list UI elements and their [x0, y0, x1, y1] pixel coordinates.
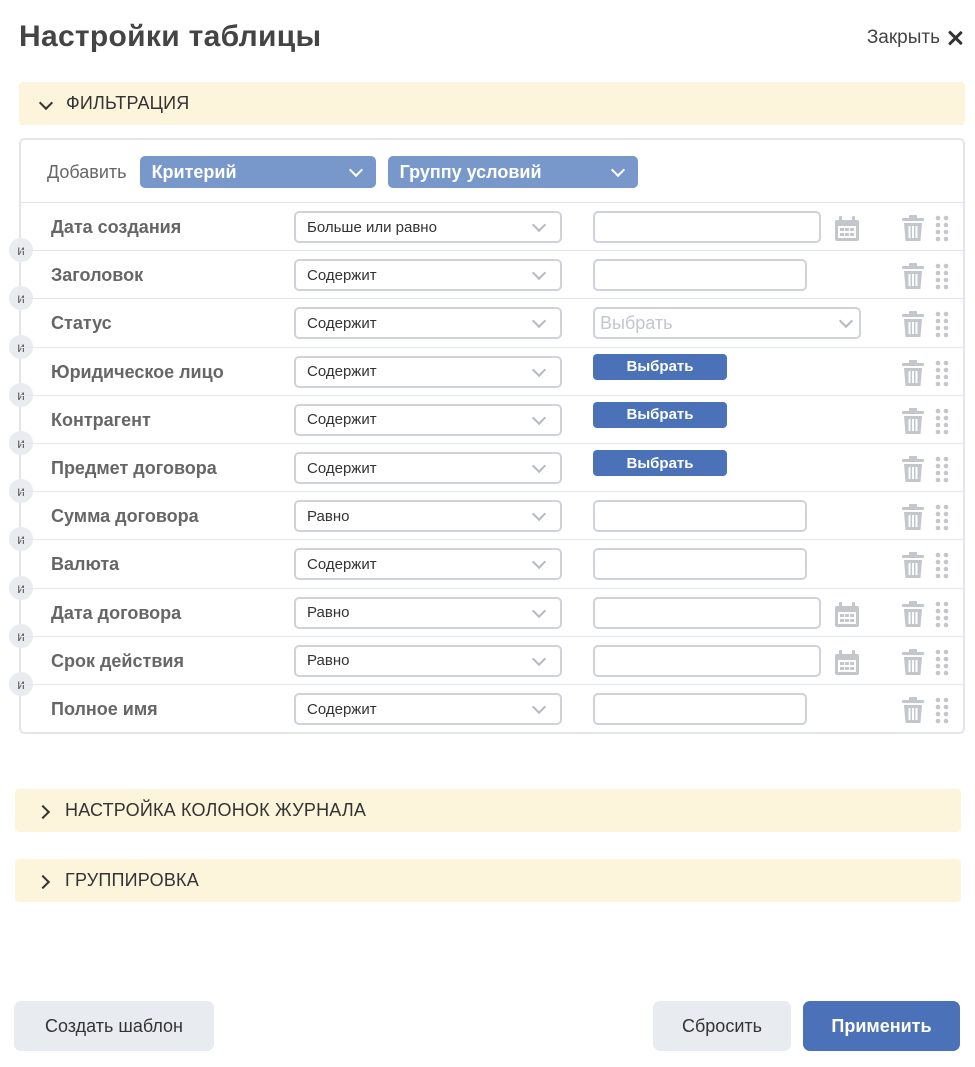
operator-value: Содержит [307, 555, 377, 573]
chevron-down-icon [532, 316, 546, 328]
filter-row [21, 202, 963, 250]
drag-handle-icon[interactable] [935, 503, 949, 531]
filter-row [21, 298, 963, 346]
section-filter-label: ФИЛЬТРАЦИЯ [66, 93, 190, 113]
filter-row [21, 539, 963, 587]
close-icon [947, 30, 963, 46]
operator-value: Содержит [307, 700, 377, 718]
drag-handle-icon[interactable] [935, 262, 949, 290]
drag-handle-icon[interactable] [935, 310, 949, 338]
value-input[interactable] [593, 548, 807, 580]
operator-select[interactable] [294, 645, 562, 677]
chevron-down-icon [532, 654, 546, 666]
and-badge: и [9, 527, 33, 551]
value-select-placeholder: Выбрать [600, 312, 673, 333]
operator-value: Содержит [307, 363, 377, 381]
chevron-down-icon [532, 702, 546, 714]
and-badge: и [9, 238, 33, 262]
trash-icon[interactable] [901, 407, 925, 435]
drag-handle-icon[interactable] [935, 696, 949, 724]
value-input[interactable] [593, 500, 807, 532]
and-badge: и [9, 479, 33, 503]
section-grouping-header[interactable] [15, 859, 961, 902]
filter-panel [19, 138, 965, 734]
operator-select[interactable] [294, 404, 562, 436]
value-input[interactable] [593, 645, 821, 677]
chevron-down-icon [348, 165, 364, 179]
filter-row [21, 588, 963, 636]
chevron-down-icon [532, 220, 546, 232]
filter-field-label: Сумма договора [51, 506, 199, 527]
drag-handle-icon[interactable] [935, 359, 949, 387]
close-label: Закрыть [866, 27, 940, 48]
select-value-button[interactable]: Выбрать [593, 354, 727, 380]
chevron-down-icon [532, 509, 546, 521]
filter-row [21, 250, 963, 298]
section-filter-header[interactable] [19, 82, 965, 125]
chevron-right-icon [37, 803, 53, 819]
chevron-down-icon [839, 316, 853, 328]
operator-select[interactable] [294, 500, 562, 532]
and-badge: и [9, 431, 33, 455]
drag-handle-icon[interactable] [935, 455, 949, 483]
operator-select[interactable] [294, 211, 562, 243]
add-group-select[interactable] [388, 156, 638, 188]
filter-field-label: Срок действия [51, 650, 184, 671]
filter-field-label: Юридическое лицо [51, 361, 224, 382]
and-badge: и [9, 576, 33, 600]
value-input[interactable] [593, 597, 821, 629]
operator-value: Содержит [307, 411, 377, 429]
chevron-down-icon [532, 557, 546, 569]
drag-handle-icon[interactable] [935, 551, 949, 579]
filter-field-label: Валюта [51, 554, 120, 575]
and-badge: и [9, 624, 33, 648]
and-badge: и [9, 286, 33, 310]
operator-value: Равно [307, 604, 350, 622]
operator-value: Равно [307, 652, 350, 670]
drag-handle-icon[interactable] [935, 214, 949, 242]
trash-icon[interactable] [901, 359, 925, 387]
filter-row [21, 491, 963, 539]
add-criterion-select[interactable] [140, 156, 376, 188]
section-columns-header[interactable] [15, 789, 961, 832]
and-badge: и [9, 672, 33, 696]
value-select[interactable] [593, 307, 861, 339]
chevron-down-icon [610, 165, 626, 179]
operator-select[interactable] [294, 693, 562, 725]
operator-value: Содержит [307, 459, 377, 477]
close-button[interactable] [867, 27, 963, 49]
operator-select[interactable] [294, 259, 562, 291]
select-value-button[interactable]: Выбрать [593, 450, 727, 476]
trash-icon[interactable] [901, 551, 925, 579]
chevron-down-icon [532, 268, 546, 280]
trash-icon[interactable] [901, 310, 925, 338]
and-badge: и [9, 383, 33, 407]
trash-icon[interactable] [901, 503, 925, 531]
chevron-down-icon [38, 96, 54, 112]
filter-row [21, 636, 963, 684]
operator-value: Больше или равно [307, 218, 437, 236]
calendar-icon[interactable] [833, 649, 861, 677]
create-template-button[interactable]: Создать шаблон [14, 1001, 214, 1051]
operator-select[interactable] [294, 307, 562, 339]
filter-field-label: Статус [51, 313, 112, 334]
operator-select[interactable] [294, 597, 562, 629]
operator-select[interactable] [294, 452, 562, 484]
operator-value: Содержит [307, 314, 377, 332]
reset-button[interactable]: Сбросить [653, 1001, 791, 1051]
and-badge: и [9, 335, 33, 359]
calendar-icon[interactable] [833, 601, 861, 629]
operator-value: Равно [307, 507, 350, 525]
section-grouping-label: ГРУППИРОВКА [65, 870, 199, 890]
value-input[interactable] [593, 211, 821, 243]
chevron-down-icon [532, 606, 546, 618]
trash-icon[interactable] [901, 696, 925, 724]
chevron-right-icon [37, 873, 53, 889]
drag-handle-icon[interactable] [935, 407, 949, 435]
trash-icon[interactable] [901, 262, 925, 290]
filter-field-label: Контрагент [51, 409, 151, 430]
chevron-down-icon [532, 413, 546, 425]
calendar-icon[interactable] [833, 215, 861, 243]
chevron-down-icon [532, 365, 546, 377]
drag-handle-icon[interactable] [935, 600, 949, 628]
apply-button[interactable]: Применить [803, 1001, 960, 1051]
add-label: Добавить [47, 161, 127, 182]
filter-row [21, 395, 963, 443]
trash-icon[interactable] [901, 455, 925, 483]
operator-value: Содержит [307, 266, 377, 284]
add-row [47, 156, 650, 188]
select-value-button[interactable]: Выбрать [593, 402, 727, 428]
filter-field-label: Предмет договора [51, 458, 217, 478]
drag-handle-icon[interactable] [935, 648, 949, 676]
value-input[interactable] [593, 693, 807, 725]
filter-row [21, 347, 963, 395]
filter-field-label: Дата договора [51, 602, 182, 623]
page-title: Настройки таблицы [19, 20, 322, 53]
trash-icon[interactable] [901, 214, 925, 242]
filter-row [21, 684, 963, 732]
filter-field-label: Заголовок [51, 265, 144, 286]
add-group-label: Группу условий [399, 161, 542, 182]
operator-select[interactable] [294, 548, 562, 580]
trash-icon[interactable] [901, 600, 925, 628]
section-columns-label: НАСТРОЙКА КОЛОНОК ЖУРНАЛА [65, 800, 367, 820]
value-input[interactable] [593, 259, 807, 291]
filter-field-label: Дата создания [51, 217, 182, 237]
add-criterion-label: Критерий [151, 161, 237, 182]
operator-select[interactable] [294, 356, 562, 388]
filter-row [21, 443, 963, 491]
filter-field-label: Полное имя [51, 699, 158, 719]
chevron-down-icon [532, 461, 546, 473]
trash-icon[interactable] [901, 648, 925, 676]
